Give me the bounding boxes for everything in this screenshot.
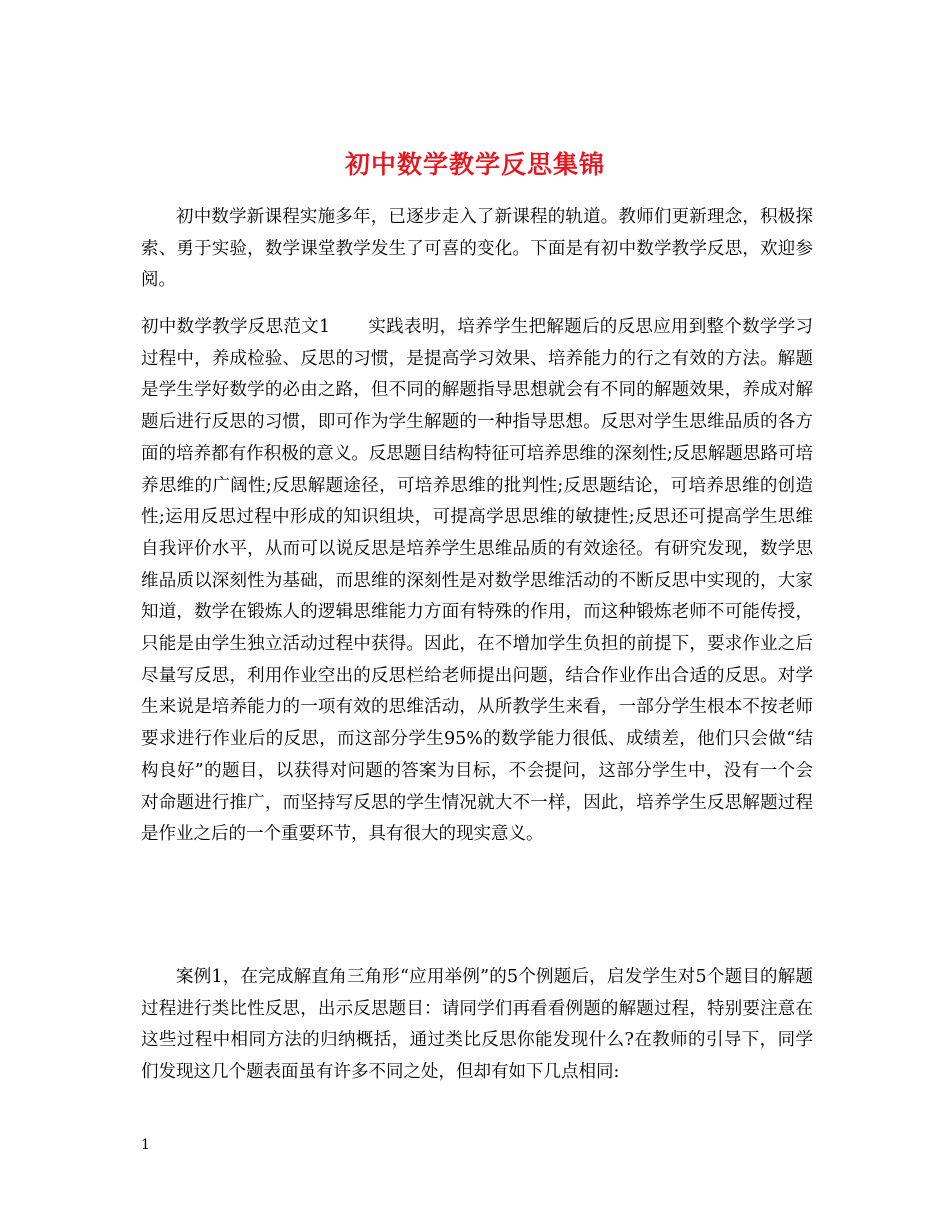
intro-paragraph: 初中数学新课程实施多年，已逐步走入了新课程的轨道。教师们更新理念，积极探索、勇于实验，数学课堂教学发生了可喜的变化。下面是有初中数学教学反思，欢迎参阅。 xyxy=(141,207,813,291)
sample-heading: 初中数学教学反思范文1 xyxy=(141,317,331,337)
document-title: 初中数学教学反思集锦 xyxy=(344,149,605,179)
case-paragraph: 案例1，在完成解直角三角形“应用举例”的5个例题后，启发学生对5个题目的解题过程进行类比性反思，出示反思题目：请同学们再看看例题的解题过程，特别要注意在这些过程中相同方法的归纳概括，通过类比反思你能发现什么?在教师的引导下，同学们发现这几个题表面虽有许多不同之处，但却有如下几点相同: xyxy=(141,967,813,1083)
sample-paragraph xyxy=(141,312,813,851)
sample-body: 实践表明，培养学生把解题后的反思应用到整个数学学习过程中，养成检验、反思的习惯，是提高学习效果、培养能力的行之有效的方法。解题是学生学好数学的必由之路，但不同的解题指导思想就会有不同的解题效果，养成对解题后进行反思的习惯，即可作为学生解题的一种指导思想。反思对学生思维品质的各方面的培养都有作积极的意义。反思题目结构特征可培养思维的深刻性;反思解题思路可培养思维的广阔性;反思解题途径，可培养思维的批判性;反思题结论，可培养思维的创造性;运用反思过程中形成的知识组块，可提高学思思维的敏捷性;反思还可提高学生思维自我评价水平，从而可以说反思是培养学生思维品质的有效途径。有研究发现，数学思维品质以深刻性为基础，而思维的深刻性是对数学思维活动的不断反思中实现的，大家知道，数学在锻炼人的逻辑思维能力方面有特殊的作用，而这种锻炼老师不可能传授，只能是由学生独立活动过程中获得。因此，在不增加学生负担的前提下，要求作业之后尽量写反思，利用作业空出的反思栏给老师提出问题，结合作业作出合适的反思。对学生来说是培养能力的一项有效的思维活动，从所教学生来看，一部分学生根本不按老师要求进行作业后的反思，而这部分学生95%的数学能力很低、成绩差，他们只会做“结构良好”的题目，以获得对问题的答案为目标，不会提问，这部分学生中，没有一个会对命题进行推广，而坚持写反思的学生情况就大不一样，因此，培养学生反思解题过程是作业之后的一个重要环节，具有很大的现实意义。 xyxy=(141,317,813,845)
page-number: 1 xyxy=(141,1137,150,1153)
